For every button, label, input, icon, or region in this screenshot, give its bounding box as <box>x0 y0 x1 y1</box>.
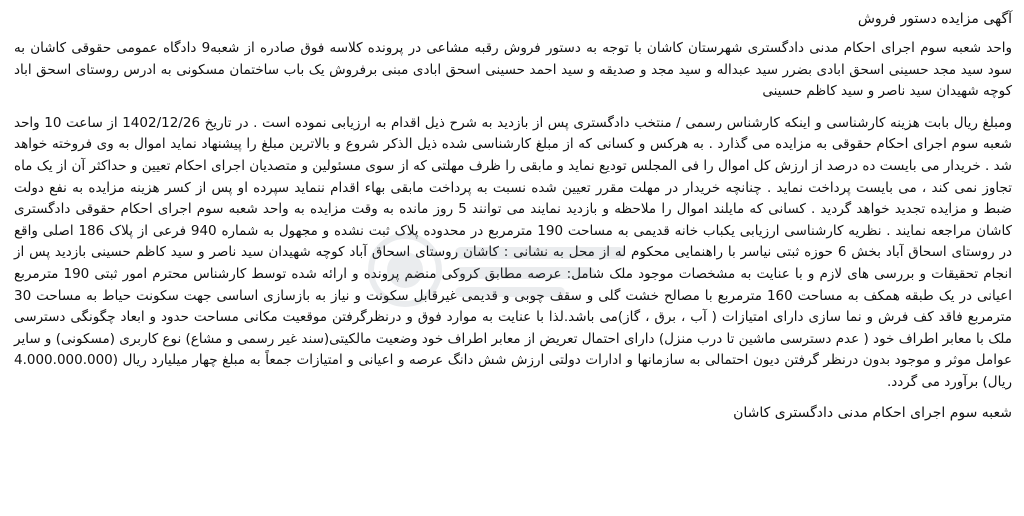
notice-paragraph-body: ومبلغ ریال بابت هزینه کارشناسی و اینکه کارشناس رسمی / منتخب دادگستری پس از بازدید به شرح ذیل اقدام به ارزیابی نموده است . در تاریخ 1402/12/26 از ساعت 10 واحد شعبه سوم اجرای احکام حقوقی به مزایده می گذارد . به هرکس و کسانی که از مبلغ کارشناسی شده ذیل الذکر شروع و بالاترین مبلغ را پیشنهاد نماید اموال به وی فروخته خواهد شد . خریدار می بایست ده درصد از ارزش کل اموال را فی المجلس تودیع نماید و مابقی را ظرف مهلتی که از سوی مسئولین و متصدیان اجرای احکام تعیین و حداکثر آن از یک ماه تجاوز نمی کند ، می بایست پرداخت نماید . چنانچه خریدار در مهلت مقرر تعیین شده نسبت به پرداخت مابقی بهاء اقدام ننماید سپرده او پس از کسر هزینه مزایده به نفع دولت ضبط و مزایده تجدید خواهد گردید . کسانی که مایلند اموال را ملاحظه و بازدید نمایند می توانند 5 روز مانده به وقت مزایده به واحد شعبه سوم اجرای احکام حقوقی دادگستری کاشان مراجعه نمایند . نظریه کارشناسی ارزیابی یکباب خانه قدیمی به مساحت 190 مترمربع در محدوده پلاک ثبت نشده و مجهول به شماره 940 فرعی از پلاک 186 اصلی واقع در روستای اسحاق آباد بخش 6 حوزه ثبتی نیاسر با راهنمایی محکوم له از محل به نشانی : کاشان روستای اسحاق آباد کوچه شهیدان سید ناصر و سید کاظم حسینی بازدید پس از انجام تحقیقات و بررسی های لازم و با عنایت به مشخصات موجود ملک شامل: عرصه مطابق کروکی منضم پرونده و ارائه شده توسط کارشناس محترم امور ثبتی 190 مترمربع اعیانی در یک طبقه همکف به مساحت 160 مترمربع با مصالح خشت گلی و سقف چوبی و قدیمی غیرقابل سکونت و نیاز به بازسازی اساسی جهت سکونت حیاط به مساحت 30 مترمربع فاقد کف فرش و نما سازی دارای امتیازات ( آب ، برق ، گاز)می باشد.لذا با عنایت به موارد فوق و درنظرگرفتن موقعیت مکانی مساحت حدود و ابعاد چگونگی دسترسی ملک با معابر اطراف خود ( عدم دسترسی ماشین تا درب منزل) دارای احتمال تعریض از معابر اطراف خود وضعیت مالکیتی(سند غیر رسمی و مشاع) نوع کاربری (مسکونی) و سایر عوامل موثر و موجود بدون درنظر گرفتن دیون احتمالی به سازمانها و ادارات دولتی ارزش شش دانگ عرصه و اعیانی و امتیازات جمعاً به مبلغ چهار میلیارد ریال (4.000.000.000 ریال) برآورد می گردد. <box>14 114 1012 390</box>
notice-paragraph-intro: واحد شعبه سوم اجرای احکام مدنی دادگستری شهرستان کاشان با توجه به دستور فروش رقبه مشاعی در پرونده کلاسه فوق صادره از شعبه9 دادگاه عمومی حقوقی کاشان به سود سید مجد حسینی اسحق ابادی بضرر سید عبداله و سید مجد و صدیقه و سید احمد حسینی اسحق ابادی مبنی برفروش یک باب ساختمان مسکونی به ادرس روستای اسحق اباد کوچه شهیدان سید ناصر و سید کاظم حسینی <box>14 40 1013 100</box>
notice-title: آگهی مزایده دستور فروش <box>857 11 1012 27</box>
notice-signature: شعبه سوم اجرای احکام مدنی دادگستری کاشان <box>733 404 1012 421</box>
